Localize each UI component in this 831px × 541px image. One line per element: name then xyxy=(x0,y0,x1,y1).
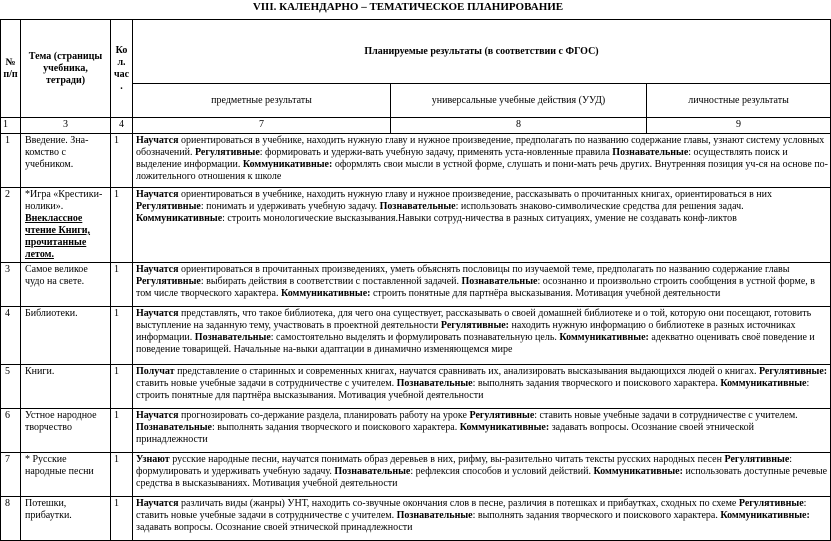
results-keyword: Коммуникативные: xyxy=(242,159,333,170)
results-text: представление о старинных и современных книгах, научатся сравнивать их, анализировать высказывания выдающихся людей о книгах. xyxy=(174,366,759,377)
results-keyword: Познавательные xyxy=(194,332,271,343)
results-keyword: Научатся xyxy=(136,189,179,200)
results-text: ориентироваться в прочитанных произведениях, уметь объяснять пословицы по изучаемой теме, предполагать по названию содержание главы xyxy=(178,264,790,275)
row-number: 1 xyxy=(1,134,21,188)
results-keyword: Узнают xyxy=(136,454,170,465)
results-keyword: Познавательные xyxy=(461,276,538,287)
column-number: 3 xyxy=(21,118,111,134)
results-keyword: Научатся xyxy=(136,410,179,421)
results-keyword: Коммуникативные xyxy=(136,213,223,224)
results-text: : выполнять задания творческого и поискового характера. xyxy=(472,378,721,389)
results-keyword: Регулятивные xyxy=(738,498,804,509)
row-hours: 1 xyxy=(111,263,133,307)
results-keyword: Познавательные xyxy=(396,510,473,521)
row-results xyxy=(133,365,831,409)
results-text: : понимать и удерживать учебную задачу. xyxy=(200,201,380,212)
column-number: 9 xyxy=(647,118,831,134)
results-text: : строить монологические высказывания.Навыки сотруд-ничества в разных ситуациях, умение не создавать конф-ликтов xyxy=(222,213,737,224)
row-hours: 1 xyxy=(111,453,133,497)
table-row xyxy=(1,134,831,188)
results-keyword: Познавательные xyxy=(334,466,411,477)
results-text: : осознанно и произвольно строить сообщения в устной форме, в том числе творческого характера. xyxy=(136,276,816,299)
results-text: русские народные песни, научатся понимать образ деревьев в них, рифму, вы-разительно читать тексты русских народных песен xyxy=(169,454,725,465)
results-keyword: Коммуникативные: xyxy=(559,332,649,343)
table-row xyxy=(1,497,831,541)
results-keyword: Познавательные xyxy=(612,147,689,158)
row-results xyxy=(133,188,831,263)
row-number: 2 xyxy=(1,188,21,263)
table-row xyxy=(1,409,831,453)
table-row xyxy=(1,188,831,263)
results-text: : выполнять задания творческого и поискового характера. xyxy=(472,510,721,521)
results-text: : выполнять задания творческого и поискового характера. xyxy=(211,422,460,433)
results-text: прогнозировать со-держание раздела, планировать работу на уроке xyxy=(178,410,470,421)
results-text: : строить понятные для партнёра высказывания. Мотивация учебной деятельности xyxy=(136,378,810,401)
topic-text: * Русские народные песни xyxy=(25,454,94,477)
header-num: № п/п xyxy=(1,20,21,118)
header-subject-results: предметные результаты xyxy=(133,84,391,118)
results-keyword: Коммуникативные: xyxy=(593,466,683,477)
row-hours: 1 xyxy=(111,307,133,365)
row-hours: 1 xyxy=(111,134,133,188)
column-number: 8 xyxy=(391,118,647,134)
column-number: 7 xyxy=(133,118,391,134)
results-text: находить нужную информацию о библиотеке в разных источниках информации. xyxy=(136,320,796,343)
results-keyword: Коммуникативные: xyxy=(459,422,550,433)
row-hours: 1 xyxy=(111,409,133,453)
results-keyword: Получат xyxy=(136,366,175,377)
results-keyword: Регулятивные xyxy=(136,201,201,212)
row-results xyxy=(133,134,831,188)
results-keyword: Познавательные xyxy=(379,201,456,212)
row-number: 6 xyxy=(1,409,21,453)
row-number: 7 xyxy=(1,453,21,497)
table-row xyxy=(1,365,831,409)
row-results xyxy=(133,497,831,541)
results-keyword: Регулятивные xyxy=(469,410,535,421)
results-keyword: Научатся xyxy=(136,264,179,275)
results-keyword: Коммуникативные: xyxy=(720,510,810,521)
header-planned-results: Планируемые результаты (в соответствии с ФГОС) xyxy=(133,20,831,84)
results-keyword: Научатся xyxy=(136,135,179,146)
column-number: 1 xyxy=(1,118,21,134)
header-personal-results: личностные результаты xyxy=(647,84,831,118)
header-hours: Ко л. час . xyxy=(111,20,133,118)
results-text: строить понятные для партнёра высказывания. Мотивация учебной деятельности xyxy=(370,288,721,299)
row-topic xyxy=(21,409,111,453)
row-number: 3 xyxy=(1,263,21,307)
results-keyword: Научатся xyxy=(136,498,179,509)
page-title: VIII. КАЛЕНДАРНО – ТЕМАТИЧЕСКОЕ ПЛАНИРОВАНИЕ xyxy=(252,1,564,13)
results-text: оформлять свои мысли в устной форме, слушать и пони-мать речь других. Внутренняя позиция уч-ся на основе по-ложительного отношения к школе xyxy=(136,159,828,182)
row-hours: 1 xyxy=(111,188,133,263)
results-text: задавать вопросы. Осознание своей этнической принадлежности xyxy=(136,422,754,445)
topic-text: Самое великое чудо на свете. xyxy=(25,264,88,287)
results-text: : использовать знаково-символические средства для решения задач. xyxy=(455,201,744,212)
row-topic xyxy=(21,134,111,188)
results-text: ориентироваться в учебнике, находить нужную главу и нужное произведение, предполагать по названию содержание главы, узнают систему условных обозначений. xyxy=(136,135,825,158)
row-topic xyxy=(21,453,111,497)
row-number: 8 xyxy=(1,497,21,541)
results-text: : рефлексия способов и условий действий. xyxy=(410,466,594,477)
topic-text: *Игра «Крестики-нолики». xyxy=(25,189,103,212)
topic-extra-reading: Внеклассное чтение Книги, прочитанные летом. xyxy=(25,213,91,260)
results-text: : ставить новые учебные задачи в сотрудничестве с учителем. xyxy=(534,410,798,421)
row-results xyxy=(133,453,831,497)
table-row xyxy=(1,263,831,307)
topic-text: Устное народное творчество xyxy=(25,410,97,433)
row-topic xyxy=(21,497,111,541)
results-text: использовать доступные речевые средства в высказываниях. Мотивация учебной деятельности xyxy=(136,466,828,489)
results-text: : формировать и удержи-вать учебную задачу, применять уста-новленные правила xyxy=(259,147,613,158)
results-keyword: Регулятивные: xyxy=(440,320,510,331)
row-topic xyxy=(21,365,111,409)
results-keyword: Познавательные xyxy=(136,422,212,433)
row-number: 4 xyxy=(1,307,21,365)
results-keyword: Регулятивные: xyxy=(758,366,828,377)
row-results xyxy=(133,409,831,453)
row-topic xyxy=(21,263,111,307)
row-results xyxy=(133,263,831,307)
results-text: : самостоятельно выделять и формулировать познавательную цель. xyxy=(270,332,560,343)
row-topic xyxy=(21,307,111,365)
results-text: : осуществлять поиск и выделение информации. xyxy=(136,147,788,170)
topic-text: Книги. xyxy=(25,366,55,377)
column-number: 4 xyxy=(111,118,133,134)
results-text: : формулировать и удерживать учебную задачу. xyxy=(136,454,793,477)
results-text: : ставить новые учебные задачи в сотрудничестве с учителем. xyxy=(136,498,807,521)
results-text: ставить новые учебные задачи в сотрудничестве с учителем. xyxy=(136,378,397,389)
results-text: различать виды (жанры) УНТ, находить со-звучные окончания слов в песне, различия в потешках и прибаутках, сходных по схеме xyxy=(178,498,739,509)
topic-text: Потешки, прибаутки. xyxy=(25,498,72,521)
planning-table xyxy=(0,19,831,541)
results-text: адекватно оценивать своё поведение и поведение товарищей. Начальные на-выки адаптации в динамично изменяющемся мире xyxy=(136,332,815,355)
results-keyword: Регулятивные xyxy=(194,147,260,158)
row-topic xyxy=(21,188,111,263)
results-keyword: Регулятивные xyxy=(724,454,790,465)
topic-text: Библиотеки. xyxy=(25,308,78,319)
row-results xyxy=(133,307,831,365)
results-keyword: Регулятивные xyxy=(136,276,201,287)
results-keyword: Научатся xyxy=(136,308,179,319)
topic-text: Введение. Зна-комство с учебником. xyxy=(25,135,89,170)
row-number: 5 xyxy=(1,365,21,409)
header-universal-actions: универсальные учебные действия (УУД) xyxy=(391,84,647,118)
row-hours: 1 xyxy=(111,365,133,409)
table-row xyxy=(1,307,831,365)
results-text: задавать вопросы. Осознание своей этнической принадлежности xyxy=(136,522,413,533)
results-keyword: Коммуникативные xyxy=(720,378,807,389)
results-text: ориентироваться в учебнике, находить нужную главу и нужное произведение, рассказывать о прочитанных книгах, ориентироваться в них xyxy=(178,189,772,200)
results-keyword: Познавательные xyxy=(396,378,473,389)
header-topic: Тема (страницы учебника, тетради) xyxy=(21,20,111,118)
row-hours: 1 xyxy=(111,497,133,541)
table-row xyxy=(1,453,831,497)
results-text: представлять, что такое библиотека, для чего она существует, рассказывать о своей домашней библиотеке и о той, которую они посещают, готовить выступление на заданную тему, участвовать в проектной деятельности xyxy=(136,308,812,331)
results-text: : выбирать действия в соответствии с поставленной задачей. xyxy=(200,276,462,287)
results-keyword: Коммуникативные: xyxy=(280,288,371,299)
